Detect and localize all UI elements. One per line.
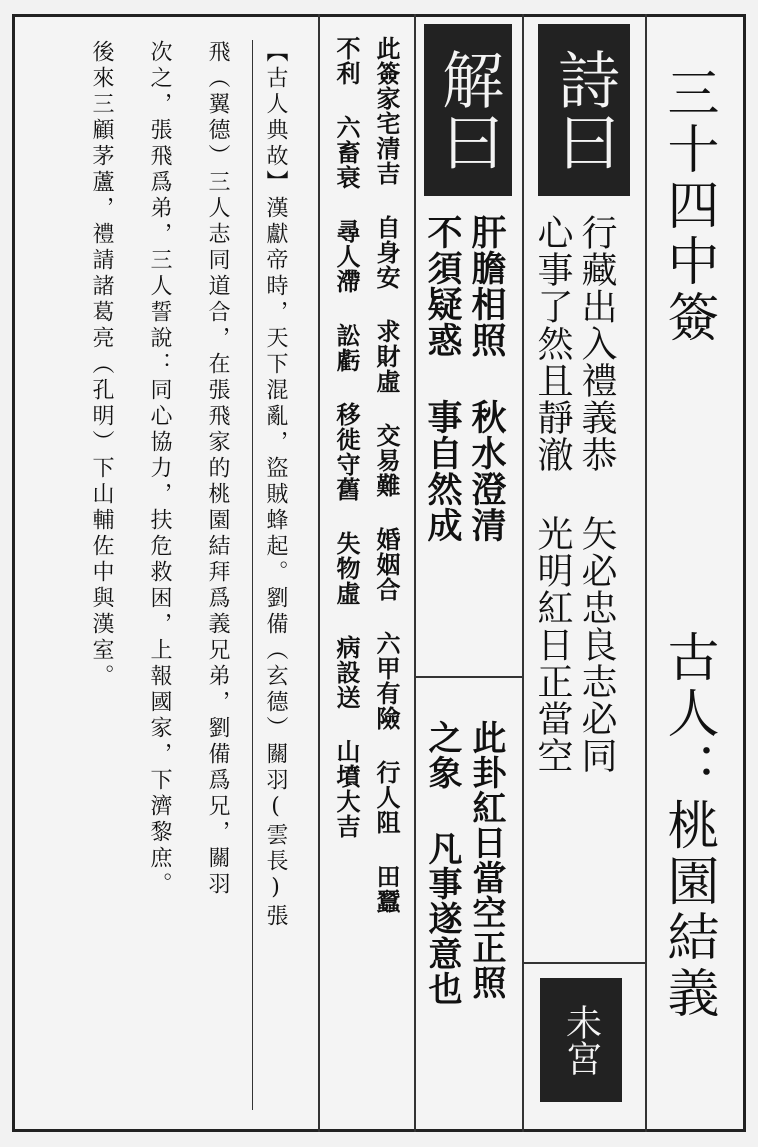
story-line: 次之，張飛爲弟，三人誓說：同心協力，扶危救困，上報國家，下濟黎庶。: [147, 40, 172, 898]
interpretation-badge: 解曰: [424, 24, 512, 196]
gua-text: [420, 720, 508, 1006]
prediction-line: 不利 六畜衰 尋人滯 訟虧 移徙守舊 失物虛 病設送 山墳大吉: [332, 36, 360, 839]
story-text: [72, 40, 304, 930]
divider-interpretation: [414, 14, 416, 1132]
divider-palace: [522, 962, 645, 964]
interpretation-text: [420, 214, 508, 543]
predictions-text: [326, 36, 406, 914]
divider-title: [645, 14, 647, 1132]
poem-badge: 詩曰: [538, 24, 630, 196]
story-line: 【古人典故】漢獻帝時，天下混亂，盜賊蜂起。劉備（玄德）關羽(雲長)張: [263, 40, 288, 930]
gua-line: 此卦紅日當空正照: [466, 720, 506, 1000]
page-title: 三十四中簽: [658, 66, 718, 346]
story-line: 飛（翼德）三人志同道合，在張飛家的桃園結拜爲義兄弟，劉備爲兄，關羽: [205, 40, 230, 898]
gua-line: 之象 凡事遂意也: [422, 720, 462, 1006]
divider-predictions: [318, 14, 320, 1132]
poem-line: 行藏出入禮義恭 矢必忠良志必同: [576, 214, 617, 774]
interpretation-line: 肝膽相照 秋水澄清: [466, 214, 506, 543]
divider-poem: [522, 14, 524, 1132]
poem-text: [530, 214, 618, 774]
palace-badge: 未宮: [540, 978, 622, 1102]
interpretation-line: 不須疑惑 事自然成: [422, 214, 462, 543]
poem-line: 心事了然且靜澈 光明紅日正當空: [532, 214, 573, 774]
divider-gua: [414, 676, 522, 678]
story-name: 古人：桃園結義: [658, 630, 718, 1022]
prediction-line: 此簽家宅清吉 自身安 求財虛 交易難 婚姻合 六甲有險 行人阻 田蠶: [372, 36, 400, 914]
story-line: 後來三顧茅蘆，禮請諸葛亮（孔明）下山輔佐中與漢室。: [89, 40, 114, 690]
